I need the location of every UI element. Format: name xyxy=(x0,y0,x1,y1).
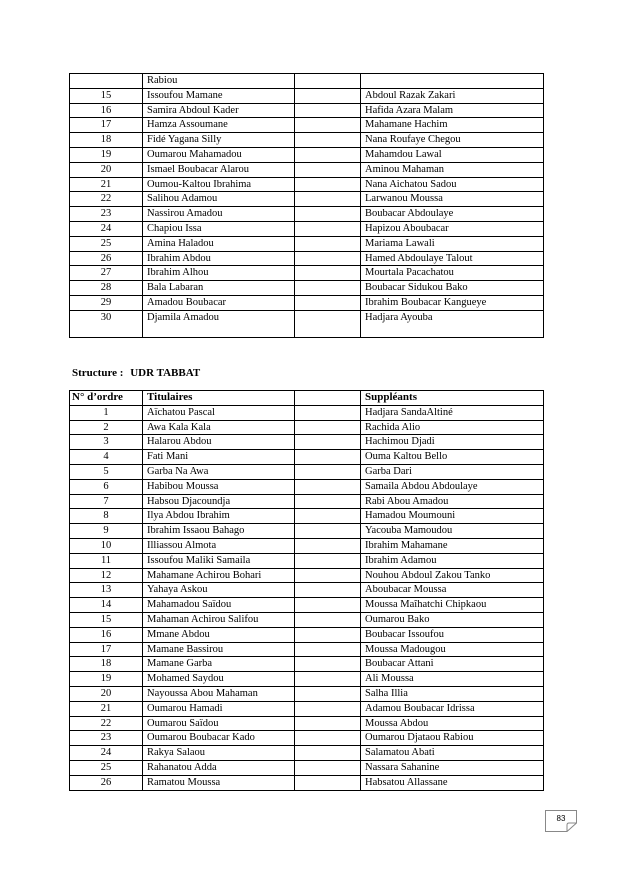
table-cell xyxy=(295,133,361,148)
column-header-titulaires: Titulaires xyxy=(143,391,295,406)
table-cell: 27 xyxy=(70,266,143,281)
table-cell xyxy=(295,672,361,687)
table-cell: Ibrahim Issaou Bahago xyxy=(143,524,295,539)
table-cell xyxy=(295,103,361,118)
table-cell: Ilya Abdou Ibrahim xyxy=(143,509,295,524)
table-cell: Hadjara SandaAltiné xyxy=(361,405,544,420)
table-cell: 23 xyxy=(70,207,143,222)
table-cell: 6 xyxy=(70,479,143,494)
table-cell: Halarou Abdou xyxy=(143,435,295,450)
table-cell: Boubacar Attani xyxy=(361,657,544,672)
table-cell xyxy=(295,118,361,133)
table-cell: Mahamadou Saïdou xyxy=(143,598,295,613)
table-cell: 29 xyxy=(70,295,143,310)
table-cell: Ali Moussa xyxy=(361,672,544,687)
table-cell: 7 xyxy=(70,494,143,509)
table-cell: Adamou Boubacar Idrissa xyxy=(361,701,544,716)
table-cell: Aboubacar Moussa xyxy=(361,583,544,598)
page-number: 83 xyxy=(556,814,566,823)
table-cell: Boubacar Issoufou xyxy=(361,627,544,642)
table-cell xyxy=(295,598,361,613)
table-cell: 30 xyxy=(70,310,143,337)
table-cell xyxy=(295,553,361,568)
table-row xyxy=(70,612,544,627)
table-row xyxy=(70,494,544,509)
table-cell: 8 xyxy=(70,509,143,524)
table-cell: 13 xyxy=(70,583,143,598)
table-cell: Rabi Abou Amadou xyxy=(361,494,544,509)
table-cell xyxy=(295,479,361,494)
structure-heading xyxy=(72,367,200,379)
table-cell: Hamadou Moumouni xyxy=(361,509,544,524)
table-row xyxy=(70,760,544,775)
table-cell xyxy=(295,746,361,761)
table-cell: Nassara Sahanine xyxy=(361,760,544,775)
table-cell: 1 xyxy=(70,405,143,420)
table-cell xyxy=(295,266,361,281)
table-row xyxy=(70,775,544,790)
table-cell xyxy=(295,657,361,672)
table-cell: 24 xyxy=(70,221,143,236)
table-cell xyxy=(295,568,361,583)
table-cell: Mariama Lawali xyxy=(361,236,544,251)
table-cell: Oumarou Saïdou xyxy=(143,716,295,731)
table-row xyxy=(70,147,544,162)
table-cell: Garba Dari xyxy=(361,464,544,479)
structure-name: UDR TABBAT xyxy=(130,367,201,379)
table-cell: Nouhou Abdoul Zakou Tanko xyxy=(361,568,544,583)
table-cell: Rachida Alio xyxy=(361,420,544,435)
table-cell xyxy=(295,88,361,103)
column-header-order: N° d’ordre xyxy=(70,391,143,406)
table-cell: Mohamed Saydou xyxy=(143,672,295,687)
table-cell xyxy=(295,435,361,450)
table-cell: 19 xyxy=(70,147,143,162)
table-cell: Larwanou Moussa xyxy=(361,192,544,207)
table-cell: 18 xyxy=(70,133,143,148)
table-cell: Hadjara Ayouba xyxy=(361,310,544,337)
table-row xyxy=(70,162,544,177)
table-cell xyxy=(295,583,361,598)
table-cell: 16 xyxy=(70,103,143,118)
table-cell: Djamila Amadou xyxy=(143,310,295,337)
table-cell: 22 xyxy=(70,716,143,731)
table-cell: 2 xyxy=(70,420,143,435)
table-cell: Boubacar Abdoulaye xyxy=(361,207,544,222)
table-cell: Chapiou Issa xyxy=(143,221,295,236)
table-cell xyxy=(361,74,544,89)
table-cell xyxy=(295,450,361,465)
table-cell xyxy=(295,494,361,509)
table-cell: Aminou Mahaman xyxy=(361,162,544,177)
table-cell: 26 xyxy=(70,775,143,790)
table-row xyxy=(70,672,544,687)
table-cell: 3 xyxy=(70,435,143,450)
table-cell: Mahamdou Lawal xyxy=(361,147,544,162)
table-cell: 24 xyxy=(70,746,143,761)
table-row xyxy=(70,479,544,494)
table-cell: Hapizou Aboubacar xyxy=(361,221,544,236)
table-cell xyxy=(295,405,361,420)
table-cell xyxy=(295,642,361,657)
table-cell xyxy=(295,207,361,222)
table-cell xyxy=(295,627,361,642)
table-cell: 17 xyxy=(70,642,143,657)
table-cell: 20 xyxy=(70,686,143,701)
table-cell: Fati Mani xyxy=(143,450,295,465)
table-row xyxy=(70,295,544,310)
table-cell: 11 xyxy=(70,553,143,568)
table-cell: Ibrahim Alhou xyxy=(143,266,295,281)
table-cell: Rahanatou Adda xyxy=(143,760,295,775)
table-row xyxy=(70,266,544,281)
table-body xyxy=(70,88,544,337)
table-cell: 16 xyxy=(70,627,143,642)
table-cell: Bala Labaran xyxy=(143,281,295,296)
table-cell: Habibou Moussa xyxy=(143,479,295,494)
table-cell: Nana Aichatou Sadou xyxy=(361,177,544,192)
table-row xyxy=(70,281,544,296)
table-cell: Samira Abdoul Kader xyxy=(143,103,295,118)
table-row xyxy=(70,538,544,553)
table-cell xyxy=(70,74,143,89)
table-cell: 15 xyxy=(70,88,143,103)
table-cell: Ibrahim Boubacar Kangueye xyxy=(361,295,544,310)
structure-label: Structure : xyxy=(72,367,124,379)
table-cell: Nayoussa Abou Mahaman xyxy=(143,686,295,701)
table-cell: 19 xyxy=(70,672,143,687)
table-cell xyxy=(295,162,361,177)
members-table-continued xyxy=(69,73,544,338)
table-cell: Habsatou Allassane xyxy=(361,775,544,790)
table-cell: 21 xyxy=(70,701,143,716)
table-cell: Salamatou Abati xyxy=(361,746,544,761)
table-row xyxy=(70,716,544,731)
table-row xyxy=(70,88,544,103)
table-header-row xyxy=(70,391,544,406)
table-cell: Aïchatou Pascal xyxy=(143,405,295,420)
table-cell: Hachimou Djadi xyxy=(361,435,544,450)
table-cell: Moussa Madougou xyxy=(361,642,544,657)
table-row xyxy=(70,192,544,207)
table-cell: Issoufou Mamane xyxy=(143,88,295,103)
table-cell: Moussa Maîhatchi Chipkaou xyxy=(361,598,544,613)
table-body xyxy=(70,405,544,790)
table-row xyxy=(70,642,544,657)
table-row xyxy=(70,627,544,642)
table-cell: Hafida Azara Malam xyxy=(361,103,544,118)
table-cell: Ibrahim Adamou xyxy=(361,553,544,568)
page-number-badge xyxy=(545,810,577,832)
table-row xyxy=(70,118,544,133)
table-cell: Yahaya Askou xyxy=(143,583,295,598)
table-cell xyxy=(295,420,361,435)
table-cell xyxy=(295,775,361,790)
table-row xyxy=(70,701,544,716)
table-row xyxy=(70,583,544,598)
table-cell: Rakya Salaou xyxy=(143,746,295,761)
table-cell: Abdoul Razak Zakari xyxy=(361,88,544,103)
table-cell: 26 xyxy=(70,251,143,266)
column-header-empty xyxy=(295,391,361,406)
table-cell: Ouma Kaltou Bello xyxy=(361,450,544,465)
table-cell: 22 xyxy=(70,192,143,207)
table-cell: Salihou Adamou xyxy=(143,192,295,207)
table-cell: Hamza Assoumane xyxy=(143,118,295,133)
table-cell: Mamane Bassirou xyxy=(143,642,295,657)
table-cell: Amadou Boubacar xyxy=(143,295,295,310)
table-cell: Issoufou Maliki Samaila xyxy=(143,553,295,568)
table-cell xyxy=(295,295,361,310)
table-cell: Ismael Boubacar Alarou xyxy=(143,162,295,177)
table-row xyxy=(70,686,544,701)
table-cell: Awa Kala Kala xyxy=(143,420,295,435)
table-cell: Mahaman Achirou Salifou xyxy=(143,612,295,627)
table-row xyxy=(70,731,544,746)
table-cell xyxy=(295,612,361,627)
table-row xyxy=(70,310,544,337)
table-cell: 15 xyxy=(70,612,143,627)
table-row xyxy=(70,450,544,465)
table-cell xyxy=(295,538,361,553)
table-cell: Oumarou Boubacar Kado xyxy=(143,731,295,746)
table-row xyxy=(70,568,544,583)
table-cell xyxy=(295,177,361,192)
table-cell: 14 xyxy=(70,598,143,613)
table-cell: 23 xyxy=(70,731,143,746)
table-cell: Amina Haladou xyxy=(143,236,295,251)
table-row xyxy=(70,133,544,148)
table-cell: Mahamane Achirou Bohari xyxy=(143,568,295,583)
table-row xyxy=(70,103,544,118)
table-row xyxy=(70,657,544,672)
table-cell xyxy=(295,701,361,716)
table-cell: 21 xyxy=(70,177,143,192)
table-cell xyxy=(295,251,361,266)
table-cell xyxy=(295,147,361,162)
table-row xyxy=(70,746,544,761)
table-cell xyxy=(295,236,361,251)
table-cell: 17 xyxy=(70,118,143,133)
table-cell: Habsou Djacoundja xyxy=(143,494,295,509)
table-row xyxy=(70,251,544,266)
table-row xyxy=(70,464,544,479)
table-cell: Nana Roufaye Chegou xyxy=(361,133,544,148)
table-cell: Moussa Abdou xyxy=(361,716,544,731)
table-cell: Oumarou Bako xyxy=(361,612,544,627)
table-cell: 4 xyxy=(70,450,143,465)
table-cell: Ibrahim Abdou xyxy=(143,251,295,266)
table-row xyxy=(70,236,544,251)
table-cell: Ramatou Moussa xyxy=(143,775,295,790)
table-cell xyxy=(295,509,361,524)
table-cell xyxy=(295,524,361,539)
table-cell: Mamane Garba xyxy=(143,657,295,672)
table-cell xyxy=(295,686,361,701)
table-cell: Oumarou Hamadi xyxy=(143,701,295,716)
table-cell xyxy=(295,760,361,775)
table-row xyxy=(70,177,544,192)
table-row xyxy=(70,221,544,236)
table-cell: 20 xyxy=(70,162,143,177)
table-cell: Oumarou Djataou Rabiou xyxy=(361,731,544,746)
table-row xyxy=(70,207,544,222)
table-cell xyxy=(295,74,361,89)
table-cell xyxy=(295,192,361,207)
table-cell: 10 xyxy=(70,538,143,553)
table-cell: Nassirou Amadou xyxy=(143,207,295,222)
table-cell: 12 xyxy=(70,568,143,583)
table-row xyxy=(70,598,544,613)
table-row xyxy=(70,405,544,420)
table-cell: Yacouba Mamoudou xyxy=(361,524,544,539)
table-cell: Salha Illia xyxy=(361,686,544,701)
table-cell: Mmane Abdou xyxy=(143,627,295,642)
table-cell: Illiassou Almota xyxy=(143,538,295,553)
table-cell: 9 xyxy=(70,524,143,539)
table-cell xyxy=(295,731,361,746)
members-table-udr-tabbat xyxy=(69,390,544,791)
table-cell xyxy=(295,221,361,236)
table-row xyxy=(70,420,544,435)
table-cell: 25 xyxy=(70,236,143,251)
table-cell xyxy=(295,310,361,337)
table-row xyxy=(70,553,544,568)
table-cell: Ibrahim Mahamane xyxy=(361,538,544,553)
table-cell: 5 xyxy=(70,464,143,479)
table-row xyxy=(70,435,544,450)
table-row xyxy=(70,74,544,89)
table-cell xyxy=(295,716,361,731)
table-cell: Oumarou Mahamadou xyxy=(143,147,295,162)
table-cell: 28 xyxy=(70,281,143,296)
table-cell: 18 xyxy=(70,657,143,672)
table-cell: Fidé Yagana Silly xyxy=(143,133,295,148)
column-header-suppleants: Suppléants xyxy=(361,391,544,406)
table-row xyxy=(70,524,544,539)
table-cell xyxy=(295,464,361,479)
table-row xyxy=(70,509,544,524)
table-cell: Oumou-Kaltou Ibrahima xyxy=(143,177,295,192)
table-cell: Boubacar Sidukou Bako xyxy=(361,281,544,296)
table-cell: Rabiou xyxy=(143,74,295,89)
table-cell: Mourtala Pacachatou xyxy=(361,266,544,281)
table-cell: 25 xyxy=(70,760,143,775)
table-cell xyxy=(295,281,361,296)
table-cell: Hamed Abdoulaye Talout xyxy=(361,251,544,266)
table-cell: Mahamane Hachim xyxy=(361,118,544,133)
table-cell: Garba Na Awa xyxy=(143,464,295,479)
table-cell: Samaila Abdou Abdoulaye xyxy=(361,479,544,494)
